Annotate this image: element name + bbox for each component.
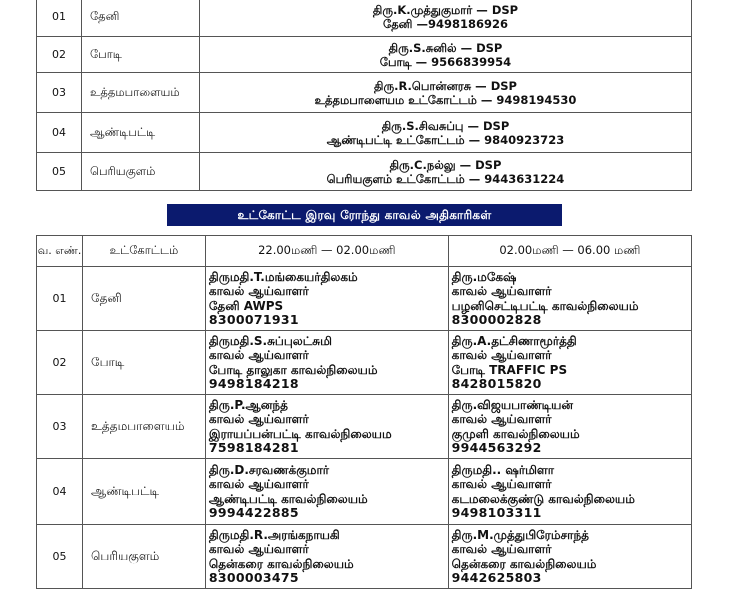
row-number: 01 <box>37 0 82 37</box>
officer-rank: காவல் ஆய்வாளர் <box>208 477 309 492</box>
row-number: 03 <box>37 395 83 459</box>
officer-name: திரு.M.முத்துபிரேம்சாந்த் <box>451 527 589 542</box>
subdivision-name: ஆண்டிபட்டி <box>83 459 206 525</box>
officer-name: திரு.A.தட்சிணாமூர்த்தி <box>451 333 577 348</box>
table-row <box>37 525 692 589</box>
row-number: 05 <box>37 525 83 589</box>
officer-station: கடமலைக்குண்டு காவல்நிலையம் <box>451 491 635 506</box>
shift-2-officer <box>448 331 691 395</box>
officer-name: திரு.S.சிவசுப்பு — DSP <box>381 118 510 133</box>
officer-station: ஆண்டிபட்டி காவல்நிலையம் <box>208 491 368 506</box>
officer-station: போடி தாலுகா காவல்நிலையம் <box>208 362 378 377</box>
officer-contact: தேனி —9498186926 <box>383 16 508 31</box>
officer-name: திருமதி.. ஷர்மிளா <box>451 462 555 477</box>
officer-name: திரு.விஜயபாண்டியன் <box>451 397 574 412</box>
officer-station: போடி TRAFFIC PS <box>451 362 568 377</box>
officer-rank: காவல் ஆய்வாளர் <box>451 542 552 557</box>
officer-cell <box>200 37 692 73</box>
officer-phone: 8428015820 <box>451 375 542 391</box>
shift-1-officer <box>205 459 448 525</box>
officer-name: திரு.மகேஷ் <box>451 269 517 284</box>
officer-phone: 9944563292 <box>451 439 542 455</box>
officer-phone: 9498184218 <box>208 375 299 391</box>
dsp-row <box>37 37 692 73</box>
row-number: 03 <box>37 73 82 113</box>
officer-station: தேனி AWPS <box>208 298 284 313</box>
shift-1-officer <box>205 331 448 395</box>
officer-rank: காவல் ஆய்வாளர் <box>451 284 552 299</box>
header-shift-1: 22.00மணி — 02.00மணி <box>205 236 448 267</box>
officer-station: தென்கரை காவல்நிலையம் <box>208 556 354 571</box>
subdivision-name: போடி <box>83 331 206 395</box>
shift-2-officer <box>448 267 691 331</box>
row-number: 04 <box>37 113 82 153</box>
night-patrol-table <box>36 235 692 589</box>
dsp-row <box>37 73 692 113</box>
shift-1-officer <box>205 395 448 459</box>
officer-contact: ஆண்டிபட்டி உட்கோட்டம் — 9840923723 <box>326 132 565 147</box>
officer-name: திருமதி.R.அரங்கநாயகி <box>208 527 340 542</box>
officer-name: திரு.P.ஆனந்த் <box>208 397 288 412</box>
officer-rank: காவல் ஆய்வாளர் <box>451 348 552 363</box>
section-banner: உட்கோட்ட இரவு ரோந்து காவல் அதிகாரிகள் <box>167 204 562 226</box>
officer-name: திருமதி.T.மங்கையர்திலகம் <box>208 269 358 284</box>
officer-rank: காவல் ஆய்வாளர் <box>208 542 309 557</box>
subdivision-name: போடி <box>82 37 200 73</box>
subdivision-name: உத்தமபாளையம் <box>82 73 200 113</box>
dsp-row <box>37 113 692 153</box>
officer-phone: 9994422885 <box>208 504 299 520</box>
officer-name: திரு.S.சுனில் — DSP <box>388 40 503 55</box>
officer-name: திரு.K.முத்துகுமார் — DSP <box>372 2 519 17</box>
officer-cell <box>200 0 692 37</box>
row-number: 04 <box>37 459 83 525</box>
table-row <box>37 395 692 459</box>
officer-phone: 8300002828 <box>451 311 542 327</box>
officer-rank: காவல் ஆய்வாளர் <box>208 348 309 363</box>
officer-rank: காவல் ஆய்வாளர் <box>451 477 552 492</box>
officer-phone: 9442625803 <box>451 569 542 585</box>
officer-station: தென்கரை காவல்நிலையம் <box>451 556 597 571</box>
officer-rank: காவல் ஆய்வாளர் <box>208 412 309 427</box>
subdivision-name: ஆண்டிபட்டி <box>82 113 200 153</box>
officer-phone: 8300071931 <box>208 311 299 327</box>
table-row <box>37 331 692 395</box>
dsp-table <box>36 0 692 191</box>
table-row <box>37 267 692 331</box>
officer-cell <box>200 73 692 113</box>
header-subdivision: உட்கோட்டம் <box>83 236 206 267</box>
officer-phone: 9498103311 <box>451 504 542 520</box>
officer-station: பழனிசெட்டிபட்டி காவல்நிலையம் <box>451 298 639 313</box>
officer-station: குமுளி காவல்நிலையம் <box>451 426 580 441</box>
row-number: 01 <box>37 267 83 331</box>
officer-contact: உத்தமபாளையம உட்கோட்டம் — 9498194530 <box>314 92 577 107</box>
shift-1-officer <box>205 525 448 589</box>
table-row <box>37 459 692 525</box>
officer-contact: போடி — 9566839954 <box>379 54 512 69</box>
officer-contact: பெரியகுளம் உட்கோட்டம் — 9443631224 <box>326 171 565 186</box>
header-shift-2: 02.00மணி — 06.00 மணி <box>448 236 691 267</box>
officer-cell <box>200 153 692 191</box>
shift-2-officer <box>448 525 691 589</box>
shift-2-officer <box>448 459 691 525</box>
row-number: 02 <box>37 37 82 73</box>
row-number: 05 <box>37 153 82 191</box>
shift-1-officer <box>205 267 448 331</box>
dsp-row <box>37 153 692 191</box>
dsp-row <box>37 0 692 37</box>
subdivision-name: பெரியகுளம் <box>83 525 206 589</box>
shift-2-officer <box>448 395 691 459</box>
officer-station: இராயப்பன்பட்டி காவல்நிலையம <box>208 426 392 441</box>
table-header-row <box>37 236 692 267</box>
subdivision-name: உத்தமபாளையம் <box>83 395 206 459</box>
header-serial-number: வ. எண். <box>37 236 83 267</box>
officer-name: திரு.C.நல்லு — DSP <box>389 157 502 172</box>
officer-phone: 7598184281 <box>208 439 299 455</box>
officer-cell <box>200 113 692 153</box>
officer-name: திரு.R.பொன்னரசு — DSP <box>374 78 517 93</box>
officer-name: திரு.D.சரவணக்குமார் <box>208 462 329 477</box>
row-number: 02 <box>37 331 83 395</box>
subdivision-name: பெரியகுளம் <box>82 153 200 191</box>
subdivision-name: தேனி <box>82 0 200 37</box>
officer-name: திருமதி.S.சுப்புலட்சுமி <box>208 333 332 348</box>
officer-rank: காவல் ஆய்வாளர் <box>208 284 309 299</box>
subdivision-name: தேனி <box>83 267 206 331</box>
officer-rank: காவல் ஆய்வாளர் <box>451 412 552 427</box>
officer-phone: 8300003475 <box>208 569 299 585</box>
